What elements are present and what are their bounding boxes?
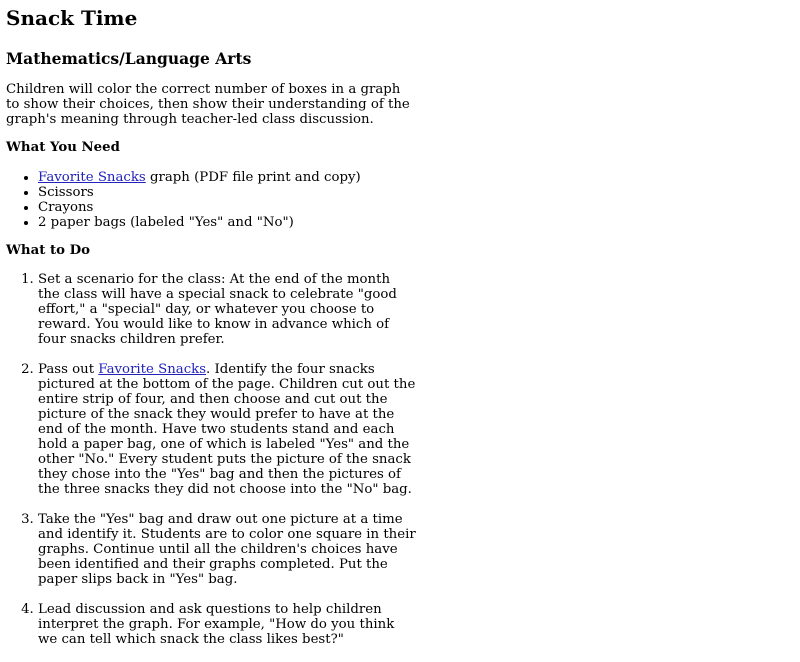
list-item: • 2 paper bags (labeled "Yes" and "No") bbox=[38, 215, 416, 230]
subject-heading: Mathematics/Language Arts bbox=[6, 49, 252, 68]
step-item bbox=[38, 362, 416, 497]
step-item: 4. Lead discussion and ask questions to help children interpret the graph. For example, "How do you think we can tell which snack the class likes best?" bbox=[38, 602, 416, 647]
list-item: • Scissors bbox=[38, 185, 416, 200]
materials-list bbox=[6, 170, 416, 230]
list-item-text: graph (PDF file print and copy) bbox=[145, 170, 361, 185]
steps-list bbox=[6, 272, 416, 647]
list-item: • Crayons bbox=[38, 200, 416, 215]
lesson-content bbox=[6, 6, 416, 662]
step-text: Pass out bbox=[38, 362, 99, 377]
step-text: . Identify the four snacks pictured at the bottom of the page. Children cut out the entire strip of four, and then choose and cut out the picture of the snack they would prefer to have at the end of the month. Have two students stand and each hold a paper bag, one of which is labeled "Yes" and the other "No." Every student puts the picture of the snack they chose into the "Yes" bag and then the pictures of the three snacks they did not choose into the "No" bag. bbox=[38, 362, 416, 497]
list-item bbox=[38, 170, 416, 185]
what-you-need-heading: What You Need bbox=[6, 140, 120, 155]
step-item: 3. Take the "Yes" bag and draw out one picture at a time and identify it. Students are to color one square in their graphs. Continue until all the children's choices have been identified and their graphs completed. Put the paper slips back in "Yes" bag. bbox=[38, 512, 416, 587]
favorite-snacks-link[interactable]: Favorite Snacks bbox=[98, 362, 207, 377]
step-item: 1. Set a scenario for the class: At the end of the month the class will have a special snack to celebrate "good effort," a "special" day, or whatever you choose to reward. You would like to know in advance which of four snacks children prefer. bbox=[38, 272, 416, 347]
what-to-do-heading: What to Do bbox=[6, 243, 91, 258]
favorite-snacks-link[interactable]: Favorite Snacks bbox=[38, 170, 146, 185]
intro-paragraph: Children will color the correct number of boxes in a graph to show their choices, then show their understanding of the graph's meaning through teacher-led class discussion. bbox=[6, 82, 410, 127]
page-title: Snack Time bbox=[6, 6, 138, 30]
